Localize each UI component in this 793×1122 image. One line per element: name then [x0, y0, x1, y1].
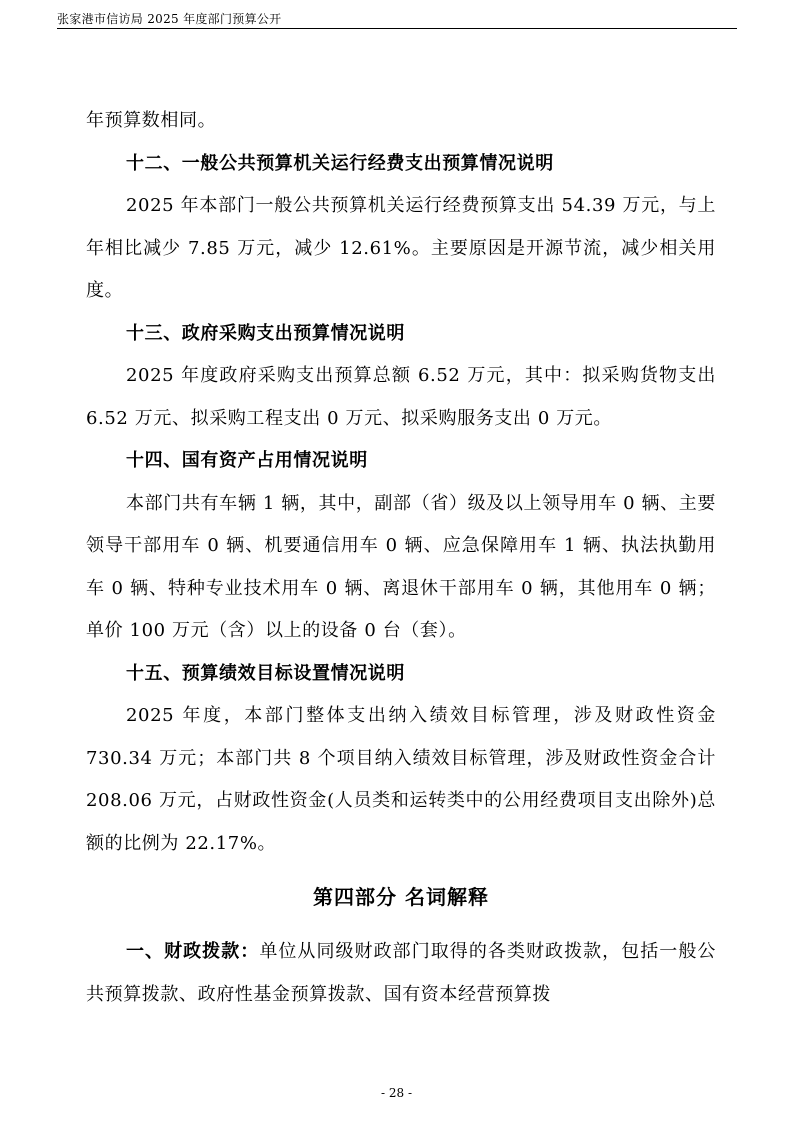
section-heading-12: 十二、一般公共预算机关运行经费支出预算情况说明 [126, 152, 554, 174]
definition-term: 一、财政拨款： [126, 941, 260, 962]
paragraph-13: 2025 年度政府采购支出预算总额 6.52 万元，其中：拟采购货物支出 6.52 万元、拟采购工程支出 0 万元、拟采购服务支出 0 万元。 [86, 365, 716, 429]
part-title: 第四部分 名词解释 [313, 885, 489, 909]
page-number: - 28 - [380, 1086, 412, 1100]
header-rule [57, 28, 737, 29]
document-body [86, 100, 716, 1016]
section-heading-14: 十四、国有资产占用情况说明 [126, 450, 368, 471]
page-header [57, 6, 737, 28]
paragraph-14: 本部门共有车辆 1 辆，其中，副部（省）级及以上领导用车 0 辆、主要领导干部用车 0 辆、机要通信用车 0 辆、应急保障用车 1 辆、执法执勤用车 0 辆、特种专业技术用车 0 辆、离退休干部用车 0 辆，其他用车 0 辆；单价 100 万元（含）以上的设备 0 台（套）。 [86, 492, 716, 641]
header-title: 张家港市信访局 2025 年度部门预算公开 [57, 12, 282, 26]
section-heading-15: 十五、预算绩效目标设置情况说明 [126, 662, 405, 684]
section-heading-13: 十三、政府采购支出预算情况说明 [126, 322, 405, 344]
paragraph-continued: 年预算数相同。 [86, 110, 217, 131]
paragraph-15: 2025 年度，本部门整体支出纳入绩效目标管理，涉及财政性资金 730.34 万元；本部门共 8 个项目纳入绩效目标管理，涉及财政性资金合计 208.06 万元，占财政性资金(人员类和运转类中的公用经费项目支出除外)总额的比例为 22.17%。 [86, 705, 716, 854]
definition-1 [86, 931, 716, 1016]
paragraph-12: 2025 年本部门一般公共预算机关运行经费预算支出 54.39 万元，与上年相比减少 7.85 万元，减少 12.61%。主要原因是开源节流，减少相关用度。 [86, 195, 716, 301]
definition-text: 单位从同级财政部门取得的各类财政拨款，包括一般公共预算拨款、政府性基金预算拨款、国有资本经营预算拨 [86, 941, 716, 1005]
